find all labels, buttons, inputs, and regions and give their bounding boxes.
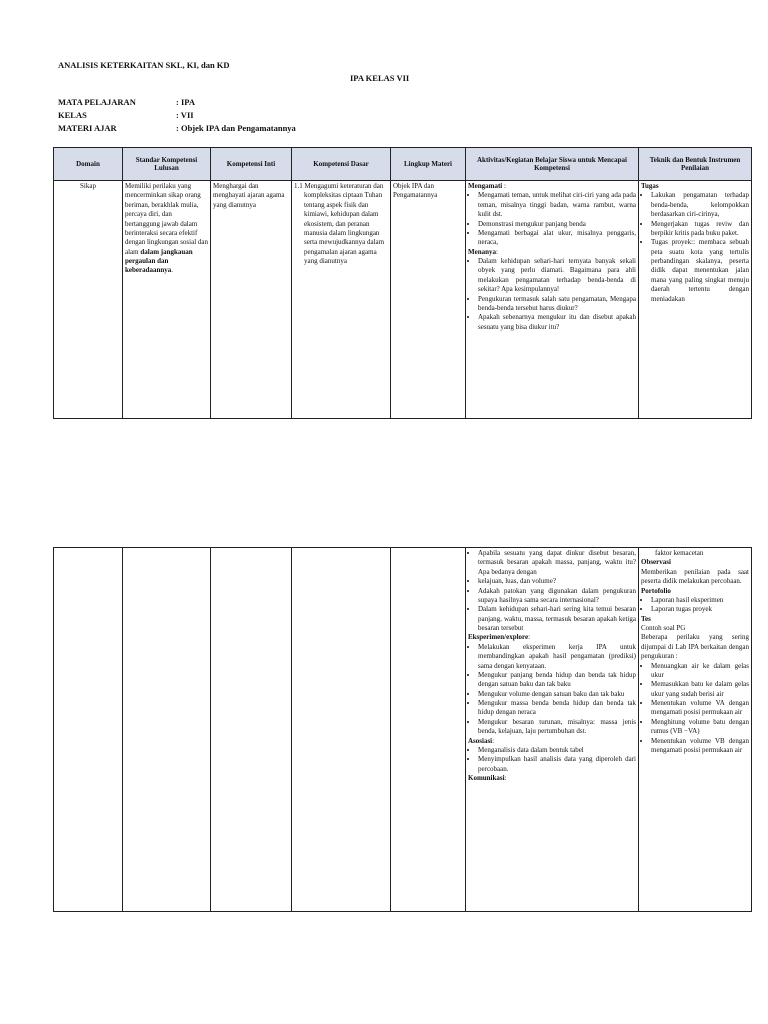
list-item: • Mengukur volume dengan satuan baku dan tak baku: [478, 690, 636, 699]
list-item: • Mengamati berbagai alat ukur, misalnya penggaris, neraca,: [478, 229, 636, 248]
meta-class: [58, 110, 194, 120]
doc-title: ANALISIS KETERKAITAN SKL, KI, dan KD: [58, 60, 230, 70]
table-row: [54, 548, 752, 912]
mengamati-colon: :: [502, 182, 506, 190]
portofolio-label: Portofolio: [641, 586, 671, 595]
penilaian-cell: [639, 181, 752, 419]
header-aktivitas: Aktivitas/Kegiatan Belajar Siswa untuk Mencapai Kompetensi: [466, 148, 639, 181]
meta-subject-value: : IPA: [176, 97, 195, 107]
list-item: • Melakukan eksperimen kerja IPA untuk membandingkan apakah hasil pengamatan (prediksi) sama dengan kenyataan.: [478, 643, 636, 671]
skl-bold-text: dalam jangkauan pergaulan dan keberadaannya: [125, 247, 193, 275]
kd-cell: 1.1 Mengagumi keteraturan dan kompleksitas ciptaan Tuhan tentang aspek fisik dan kimiawi, kehidupan dalam ekosistem, dan peranan manusia dalam lingkungan serta mewujudkannya dalam pengamalan ajaran agama yang dianutnya: [292, 181, 391, 419]
meta-topic: [58, 123, 296, 133]
menanya-colon: :: [496, 247, 498, 256]
domain-cell-empty: [54, 548, 123, 912]
list-item: • Menyimpulkan hasil analisis data yang diperoleh dari percobaan.: [478, 755, 636, 774]
observasi-label: Observasi: [641, 558, 671, 567]
mengamati-list: [468, 191, 636, 247]
materi-cell: Objek IPA dan Pengamatannya: [391, 181, 466, 419]
header-ki: Kompetensi Inti: [211, 148, 292, 181]
menanya-label: Menanya: [468, 247, 496, 256]
tes-intro: Contoh soal PG: [641, 624, 686, 632]
aktivitas-cell: [466, 181, 639, 419]
list-item: • Mengukur besaran turunan, misalnya: massa jenis benda, kelajuan, laju pertumbuhan dst.: [478, 718, 636, 737]
list-item: • Lakukan pengamatan terhadap benda-benda, kelompokkan berdasarkan ciri-cirinya,: [651, 191, 749, 219]
observasi-text: Memberikan penilaian pada saat peserta didik melakukan percobaan.: [641, 567, 749, 586]
list-item: • Mengerjakan tugas reviw dan berpikir kritis pada buku paket.: [651, 220, 749, 239]
kd-cell-empty: [292, 548, 391, 912]
materi-cell-empty: [391, 548, 466, 912]
meta-class-value: : VII: [176, 110, 194, 120]
list-item: • Mengamati teman, untuk melihat ciri-ciri yang ada pada teman, misalnya tinggi badan, warna rambut, warna kulit dst.: [478, 191, 636, 219]
skl-end: .: [171, 266, 174, 275]
analysis-table-part2: [53, 547, 752, 912]
list-item: • Menentukan volume VB dengan mengamati posisi permukaan air: [651, 737, 749, 756]
list-item: • Menganalisis data dalam bentuk tabel: [478, 746, 636, 755]
list-item: • Memasukkan batu ke dalam gelas ukur yang sudah berisi air: [651, 680, 749, 699]
list-item: • Demonstrasi mengukur panjang benda: [478, 220, 636, 229]
asosiasi-colon: :: [492, 736, 495, 745]
menanya-cont-list: [468, 549, 636, 633]
list-item: • Adakah patokan yang digunakan dalam pengukuran supaya hasilnya sama secara internasional?: [478, 587, 636, 606]
table-row: [54, 181, 752, 419]
list-item: • Menghitung volume batu dengan rumus (VB −VA): [651, 718, 749, 737]
header-penilaian: Teknik dan Bentuk Instrumen Penilaian: [639, 148, 752, 181]
list-item: • Menuangkan air ke dalam gelas ukur: [651, 662, 749, 681]
asosiasi-label: Asosiasi: [468, 736, 493, 745]
komunikasi-colon: :: [504, 774, 507, 782]
list-item: • Tugas proyek:: membaca sebuah peta suatu kota yang tertulis perbandingan skalanya, peserta didik dapat menentukan jalan mana yang paling singkat menuju daerah tertentu dengan meniadakan: [651, 238, 749, 304]
list-item: • Apabila sesuatu yang dapat diukur disebut besaran, termasuk besaran apakah massa, panjang, waktu itu? Apa bedanya dengan: [478, 549, 636, 577]
list-item: • Apakah sebenarnya mengukur itu dan disebut apakah sesuatu yang bisa diukur itu?: [478, 313, 636, 332]
list-item: • Dalam kehidupan sehari-hari ternyata banyak sekali obyek yang perlu diamati. Bagaimana para ahli melakukan pengamatan terhadap benda-benda di sekitar? Apa kesimpulannya!: [478, 257, 636, 295]
domain-cell: Sikap: [54, 181, 123, 419]
tes-label: Tes: [641, 614, 651, 623]
asosiasi-list: [468, 746, 636, 774]
header-domain: Domain: [54, 148, 123, 181]
meta-topic-value: : Objek IPA dan Pengamatannya: [176, 123, 296, 133]
meta-class-label: KELAS: [58, 110, 87, 120]
list-item: • Menentukan volume VA dengan mengamati posisi permukaan air: [651, 699, 749, 718]
header-materi: Lingkup Materi: [391, 148, 466, 181]
meta-subject: [58, 97, 195, 107]
table-header-row: [54, 148, 752, 181]
mengamati-label: Mengamati: [468, 182, 503, 190]
skl-text: Memiliki perilaku yang mencerminkan sikap orang beriman, berakhlak mulia, percaya diri, dan bertanggung jawab dalam berinteraksi secara efektif dengan lingkungan sosial dan alam: [125, 182, 209, 256]
tugas-label: Tugas: [641, 182, 659, 190]
header-skl: Standar Kompetensi Lulusan: [123, 148, 211, 181]
eksperimen-label: Eksperimen/explore: [468, 633, 529, 642]
tugas-list: [641, 191, 749, 304]
tes-list: [641, 662, 749, 756]
analysis-table-part1: [53, 147, 752, 419]
eksperimen-colon: :: [528, 633, 531, 642]
list-item: • Mengukur panjang benda hidup dan benda tak hidup dengan satuan baku dan tak baku: [478, 671, 636, 690]
list-item: • kelajuan, luas, dan volume?: [478, 577, 636, 586]
meta-subject-label: MATA PELAJARAN: [58, 97, 136, 107]
list-item: • Dalam kehidupan sehari-hari sering kita temui besaran panjang, waktu, massa, termasuk besaran apakah ketiga besaran tersebut: [478, 605, 636, 633]
penilaian-cell-cont: [639, 548, 752, 912]
tes-text: Beberapa perilaku yang sering dijumpai di Lab IPA berkaitan dengan pengukuran :: [641, 633, 749, 661]
eksperimen-list: [468, 643, 636, 737]
komunikasi-label: Komunikasi: [468, 774, 505, 782]
ki-cell-empty: [211, 548, 292, 912]
skl-cell-empty: [123, 548, 211, 912]
list-item: • Mengukur massa benda benda hidup dan benda tak hidup dengan neraca: [478, 699, 636, 718]
portofolio-list: [641, 596, 749, 615]
tugas-cont-text: faktor kemacetan: [655, 549, 704, 557]
list-item: • Pengukuran termasuk salah satu pengamatan, Mengapa benda-benda tersebut harus diukur?: [478, 295, 636, 314]
doc-subtitle: IPA KELAS VII: [350, 73, 410, 83]
meta-topic-label: MATERI AJAR: [58, 123, 117, 133]
menanya-list: [468, 257, 636, 332]
aktivitas-cell-cont: [466, 548, 639, 912]
header-kd: Kompetensi Dasar: [292, 148, 391, 181]
ki-cell: Menghargai dan menghayati ajaran agama yang dianutnya: [211, 181, 292, 419]
list-item: • Laporan hasil eksperimen: [651, 596, 749, 605]
skl-cell: [123, 181, 211, 419]
list-item: • Laporan tugas proyek: [651, 605, 749, 614]
